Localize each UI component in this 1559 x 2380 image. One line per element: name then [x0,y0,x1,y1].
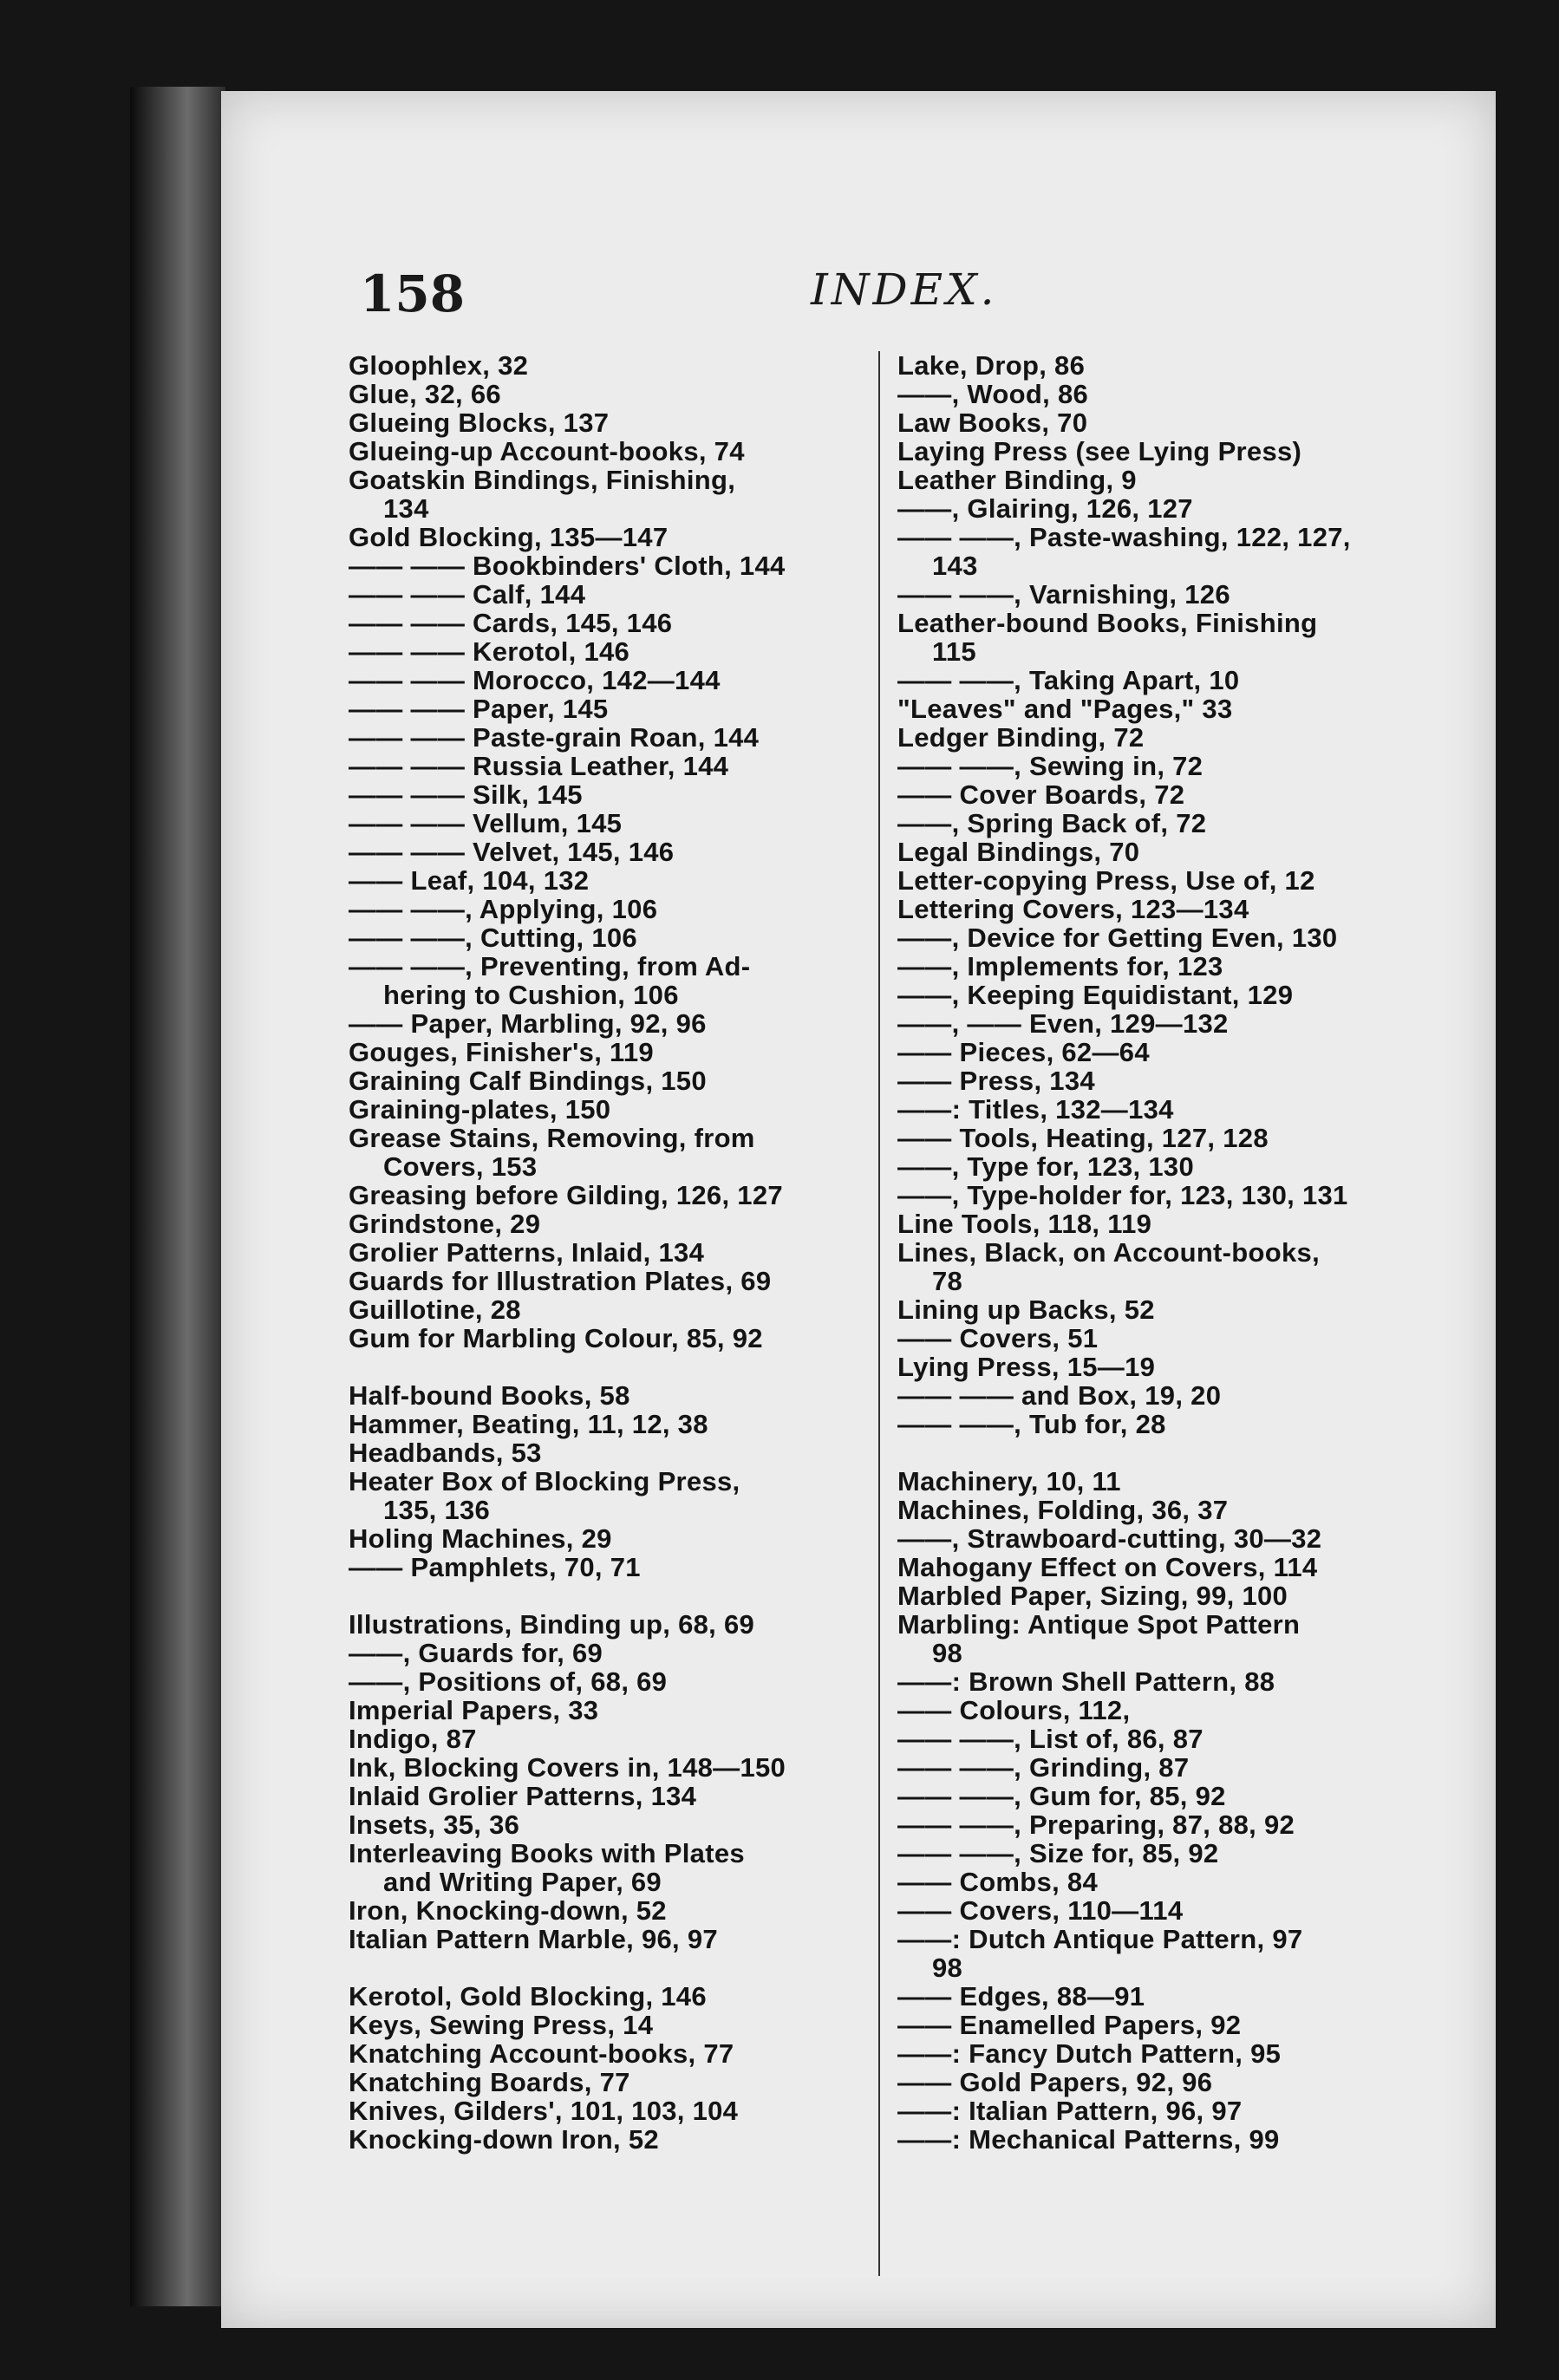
index-entry: ——: Italian Pattern, 96, 97 [897,2096,1243,2126]
index-entry: ——, Implements for, 123 [897,951,1223,981]
index-entry: 98 [932,1953,963,1983]
index-entry: ——: Fancy Dutch Pattern, 95 [897,2038,1282,2069]
index-entry: ——, Glairing, 126, 127 [897,493,1193,524]
index-entry: Hammer, Beating, 11, 12, 38 [349,1409,708,1439]
index-entry: —— ——, Paste-washing, 122, 127, [897,522,1351,552]
page-number: 158 [360,264,466,323]
index-entry: —— Colours, 112, [897,1695,1131,1725]
index-entry: Machines, Folding, 36, 37 [897,1495,1229,1525]
index-entry: Law Books, 70 [897,408,1088,438]
running-head: INDEX. [811,264,998,315]
index-entry: Holing Machines, 29 [349,1523,612,1554]
index-entry: —— —— Silk, 145 [349,779,583,810]
index-entry: —— Edges, 88—91 [897,1981,1145,2012]
index-entry: —— ——, Varnishing, 126 [897,579,1230,610]
index-entry: ——, Wood, 86 [897,379,1089,409]
index-entry: Lines, Black, on Account-books, [897,1237,1320,1268]
index-entry: Machinery, 10, 11 [897,1466,1121,1496]
index-entry: Ink, Blocking Covers in, 148—150 [349,1752,786,1783]
index-entry: ——: Dutch Antique Pattern, 97 [897,1924,1303,1954]
index-entry: —— ——, Tub for, 28 [897,1409,1166,1439]
index-entry: Knives, Gilders', 101, 103, 104 [349,2096,739,2126]
index-entry: Lake, Drop, 86 [897,350,1086,381]
index-entry: 115 [932,636,976,667]
index-entry: Lettering Covers, 123—134 [897,894,1249,924]
index-entry: ——, Device for Getting Even, 130 [897,923,1338,953]
index-entry: ——, Strawboard-cutting, 30—32 [897,1523,1322,1554]
index-entry: Covers, 153 [383,1151,538,1182]
right-index-column [897,351,1470,2154]
index-entry: Guillotine, 28 [349,1294,521,1325]
index-entry: ——: Titles, 132—134 [897,1094,1174,1125]
index-entry: —— Cover Boards, 72 [897,779,1185,810]
index-entry: Half-bound Books, 58 [349,1380,630,1411]
index-entry: Goatskin Bindings, Finishing, [349,465,736,495]
book-page-edges [130,87,225,2306]
index-entry: Gold Blocking, 135—147 [349,522,669,552]
index-entry: —— Pamphlets, 70, 71 [349,1552,641,1582]
index-entry: —— —— Kerotol, 146 [349,636,630,667]
index-entry: —— Paper, Marbling, 92, 96 [349,1008,707,1039]
index-entry: Glueing-up Account-books, 74 [349,436,745,466]
index-entry: —— Covers, 110—114 [897,1895,1184,1926]
index-entry: ——, Type-holder for, 123, 130, 131 [897,1180,1348,1210]
index-entry: —— ——, Cutting, 106 [349,923,637,953]
index-entry: Ledger Binding, 72 [897,722,1145,753]
index-entry: Graining Calf Bindings, 150 [349,1066,707,1096]
index-entry: —— ——, Gum for, 85, 92 [897,1781,1226,1811]
index-entry: —— ——, Grinding, 87 [897,1752,1190,1783]
index-entry: Iron, Knocking-down, 52 [349,1895,667,1926]
index-entry: Greasing before Gilding, 126, 127 [349,1180,783,1210]
index-entry: ——, Guards for, 69 [349,1638,603,1668]
index-entry: 135, 136 [383,1495,491,1525]
index-entry: Glueing Blocks, 137 [349,408,610,438]
index-entry: Knocking-down Iron, 52 [349,2124,659,2155]
index-entry: Letter-copying Press, Use of, 12 [897,865,1315,896]
index-entry: Illustrations, Binding up, 68, 69 [349,1609,755,1640]
index-entry: —— —— and Box, 19, 20 [897,1380,1222,1411]
index-entry: —— Gold Papers, 92, 96 [897,2067,1213,2097]
index-entry: Marbling: Antique Spot Pattern [897,1609,1301,1640]
index-entry: ——, Spring Back of, 72 [897,808,1207,838]
index-entry: Grease Stains, Removing, from [349,1123,755,1153]
index-entry: ——: Mechanical Patterns, 99 [897,2124,1280,2155]
index-entry: ——, —— Even, 129—132 [897,1008,1229,1039]
index-entry: Lying Press, 15—19 [897,1352,1156,1382]
index-entry: —— ——, Sewing in, 72 [897,751,1203,781]
index-entry: ——, Positions of, 68, 69 [349,1666,668,1697]
index-entry: Headbands, 53 [349,1438,542,1468]
index-entry: —— ——, Size for, 85, 92 [897,1838,1219,1868]
index-entry: —— Tools, Heating, 127, 128 [897,1123,1269,1153]
index-entry: 98 [932,1638,963,1668]
index-entry: 143 [932,551,978,581]
index-entry: ——: Brown Shell Pattern, 88 [897,1666,1275,1697]
index-entry: Knatching Account-books, 77 [349,2038,734,2069]
index-entry: and Writing Paper, 69 [383,1867,662,1897]
index-entry: —— Pieces, 62—64 [897,1037,1150,1067]
index-entry: —— Enamelled Papers, 92 [897,2010,1242,2040]
index-entry: Imperial Papers, 33 [349,1695,599,1725]
index-entry: —— Combs, 84 [897,1867,1098,1897]
index-entry: Leather-bound Books, Finishing [897,608,1318,638]
index-entry: —— —— Calf, 144 [349,579,586,610]
index-entry: 78 [932,1266,963,1296]
index-entry: Leather Binding, 9 [897,465,1137,495]
index-entry: —— ——, Preparing, 87, 88, 92 [897,1809,1295,1840]
index-entry: Interleaving Books with Plates [349,1838,745,1868]
index-entry: Lining up Backs, 52 [897,1294,1155,1325]
index-entry: —— —— Vellum, 145 [349,808,623,838]
index-entry: 134 [383,493,429,524]
index-entry: "Leaves" and "Pages," 33 [897,694,1233,724]
index-entry: Mahogany Effect on Covers, 114 [897,1552,1318,1582]
index-entry: hering to Cushion, 106 [383,980,679,1010]
index-entry: Marbled Paper, Sizing, 99, 100 [897,1581,1288,1611]
index-entry: Indigo, 87 [349,1724,477,1754]
index-entry: Grolier Patterns, Inlaid, 134 [349,1237,705,1268]
index-entry: —— —— Paste-grain Roan, 144 [349,722,760,753]
index-entry: Grindstone, 29 [349,1209,541,1239]
index-entry: Glue, 32, 66 [349,379,501,409]
index-entry: Kerotol, Gold Blocking, 146 [349,1981,707,2012]
index-entry: Knatching Boards, 77 [349,2067,630,2097]
index-entry: Gloophlex, 32 [349,350,529,381]
index-entry: Gum for Marbling Colour, 85, 92 [349,1323,763,1353]
index-entry: Legal Bindings, 70 [897,837,1140,867]
index-entry: Guards for Illustration Plates, 69 [349,1266,772,1296]
index-entry: Gouges, Finisher's, 119 [349,1037,654,1067]
index-entry: Keys, Sewing Press, 14 [349,2010,654,2040]
index-entry: Laying Press (see Lying Press) [897,436,1302,466]
index-entry: —— —— Paper, 145 [349,694,609,724]
index-entry: —— ——, Preventing, from Ad- [349,951,751,981]
index-page [221,91,1496,2328]
index-entry: —— Leaf, 104, 132 [349,865,590,896]
index-entry: —— —— Morocco, 142—144 [349,665,721,695]
index-entry: Graining-plates, 150 [349,1094,611,1125]
index-entry: ——, Type for, 123, 130 [897,1151,1194,1182]
section-gap [897,1438,1470,1467]
index-entry: Inlaid Grolier Patterns, 134 [349,1781,697,1811]
index-entry: —— ——, Taking Apart, 10 [897,665,1240,695]
index-entry: Italian Pattern Marble, 96, 97 [349,1924,718,1954]
index-entry: —— ——, Applying, 106 [349,894,658,924]
index-entry: —— —— Bookbinders' Cloth, 144 [349,551,786,581]
index-entry: Line Tools, 118, 119 [897,1209,1152,1239]
index-entry: —— —— Velvet, 145, 146 [349,837,675,867]
index-entry: Insets, 35, 36 [349,1809,520,1840]
index-entry: Heater Box of Blocking Press, [349,1466,740,1496]
index-entry: —— ——, List of, 86, 87 [897,1724,1203,1754]
index-entry: —— Press, 134 [897,1066,1095,1096]
index-entry: —— —— Cards, 145, 146 [349,608,673,638]
index-entry: —— Covers, 51 [897,1323,1099,1353]
index-entry: —— —— Russia Leather, 144 [349,751,729,781]
index-entry: ——, Keeping Equidistant, 129 [897,980,1294,1010]
